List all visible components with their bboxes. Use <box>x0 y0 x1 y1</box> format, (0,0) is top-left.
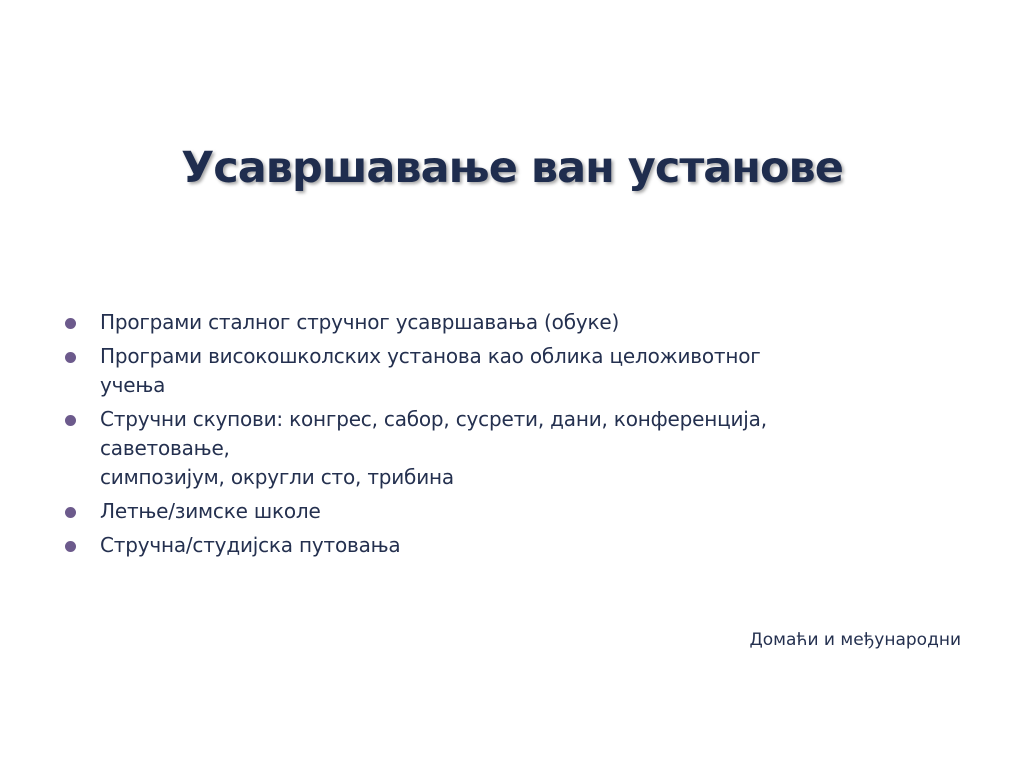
bullet-icon <box>65 318 76 329</box>
bullet-text: Програми високошколских установа као облика целоживотног <box>100 344 761 368</box>
list-item <box>63 308 943 337</box>
bullet-text: Стручна/студијска путовања <box>100 533 401 557</box>
list-item <box>63 531 943 560</box>
bullet-icon <box>65 507 76 518</box>
footnote: Домаћи и међународни <box>749 630 961 650</box>
bullet-text: Програми сталног стручног усавршавања (обуке) <box>100 310 620 334</box>
bullet-icon <box>65 541 76 552</box>
bullet-icon <box>65 415 76 426</box>
list-item <box>63 342 943 400</box>
list-item <box>63 405 943 492</box>
bullet-text: учења <box>100 373 166 397</box>
list-item <box>63 497 943 526</box>
bullet-text: саветовање, <box>100 436 230 460</box>
bullet-text: Летње/зимске школе <box>100 499 321 523</box>
bullet-icon <box>65 352 76 363</box>
bullet-text: Стручни скупови: конгрес, сабор, сусрети, дани, конференција, <box>100 407 767 431</box>
bullet-list <box>63 308 943 565</box>
slide-title: Усавршавање ван установе <box>181 143 843 193</box>
bullet-text: симпозијум, округли сто, трибина <box>100 465 454 489</box>
